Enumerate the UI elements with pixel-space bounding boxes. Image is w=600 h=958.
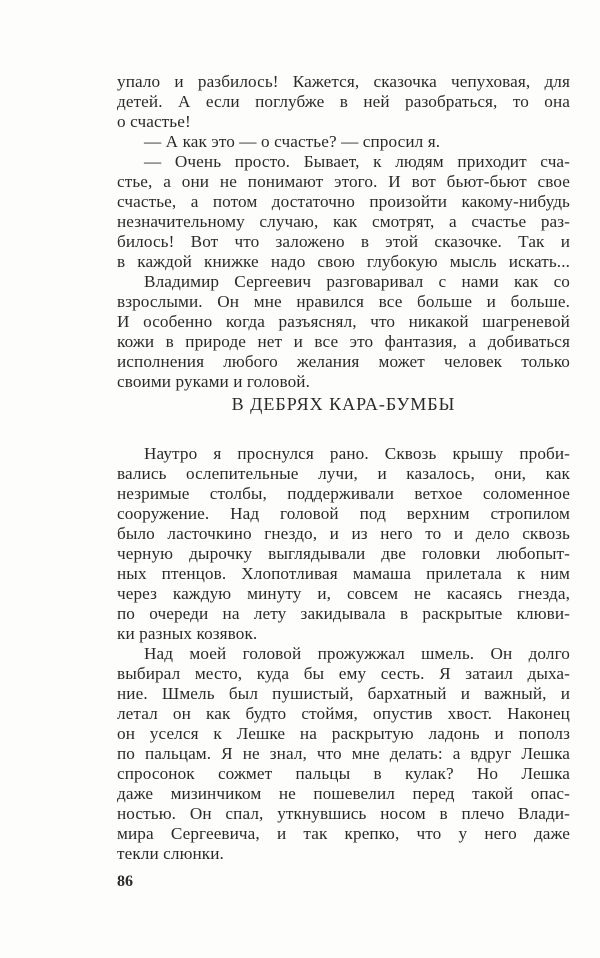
text-line: выбирал место, куда бы ему сесть. Я затаил дыха- (117, 664, 570, 683)
text-line: мира Сергеевича, и так крепко, что у него даже (117, 824, 570, 843)
text-line: Над моей головой прожужжал шмель. Он долго (144, 644, 570, 663)
text-line: детей. А если поглубже в ней разобраться, то она (117, 92, 570, 111)
text-line: незримые столбы, поддерживали ветхое соломенное (117, 484, 570, 503)
text-line: ных птенцов. Хлопотливая мамаша прилетала к ним (117, 564, 570, 583)
text-line: о счастье! (117, 112, 191, 131)
text-line: спросонок сожмет пальцы в кулак? Но Лешка (117, 764, 570, 783)
text-line: в каждой книжке надо свою глубокую мысль искать... (117, 252, 570, 271)
text-line: сооружение. Над головой под верхним стропилом (117, 504, 570, 523)
text-line: по пальцам. Я не знал, что мне делать: а вдруг Лешка (117, 744, 570, 763)
text-line: счастье, а потом достаточно произойти какому-нибудь (117, 192, 570, 211)
text-line: билось! Вот что заложено в этой сказочке. Так и (117, 232, 570, 251)
text-line: текли слюнки. (117, 844, 224, 863)
page-number: 86 (117, 873, 133, 890)
text-line: было ласточкино гнездо, и из него то и дело сквозь (117, 524, 570, 543)
text-line: Наутро я проснулся рано. Сквозь крышу проби- (144, 444, 570, 463)
text-line: И особенно когда разъяснял, что никакой шагреневой (117, 312, 570, 331)
text-line: исполнения любого желания может человек только (117, 352, 570, 371)
text-line: ки разных козявок. (117, 624, 258, 643)
text-line: черную дырочку выглядывали две головки любопыт- (117, 544, 570, 563)
text-line: своими руками и головой. (117, 372, 310, 391)
text-line: через каждую минуту и, совсем не касаясь гнезда, (117, 584, 570, 603)
text-line: вались ослепительные лучи, и казалось, они, как (117, 464, 570, 483)
text-line: упало и разбилось! Кажется, сказочка чепуховая, для (117, 72, 570, 91)
text-line: по очереди на лету закидывала в раскрытые клюви- (117, 604, 570, 623)
text-line: даже мизинчиком не пошевелил перед такой опас- (117, 784, 570, 803)
text-line: он уселся к Лешке на раскрытую ладонь и пополз (117, 724, 570, 743)
chapter-heading: В ДЕБРЯХ КАРА-БУМБЫ (231, 394, 456, 414)
text-line: — А как это — о счастье? — спросил я. (144, 132, 441, 151)
text-line: Владимир Сергеевич разговаривал с нами как со (144, 272, 570, 291)
text-line: кожи в природе нет и все это фантазия, а добиваться (117, 332, 570, 351)
text-line: летал он как будто стоймя, опустив хвост. Наконец (117, 704, 570, 723)
text-line: взрослыми. Он мне нравился все больше и больше. (117, 292, 570, 311)
text-line: ностью. Он спал, уткнувшись носом в плечо Влади- (117, 804, 570, 823)
text-line: незначительному случаю, как смотрят, а счастье раз- (117, 212, 570, 231)
text-line: — Очень просто. Бывает, к людям приходит сча- (144, 152, 570, 171)
text-line: ние. Шмель был пушистый, бархатный и важный, и (117, 684, 570, 703)
text-line: стье, а они не понимают этого. И вот бьют-бьют свое (117, 172, 570, 191)
